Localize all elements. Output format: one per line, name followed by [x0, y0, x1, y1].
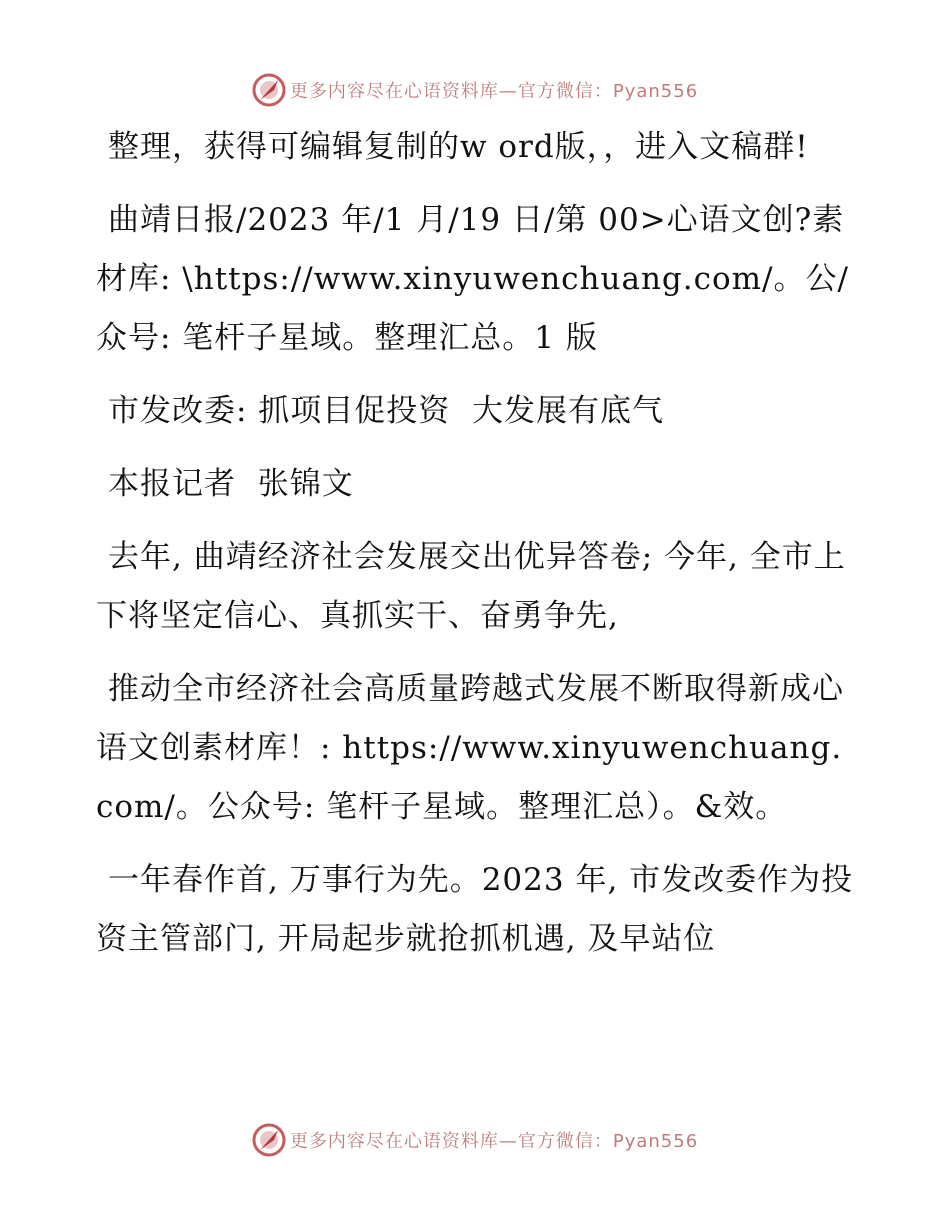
paragraph-5: 去年, 曲靖经济社会发展交出优异答卷; 今年, 全市上下将坚定信心、真抓实干、奋勇争先, [96, 539, 846, 634]
paragraph-2: 曲靖日报/2023 年/1 月/19 日/第 00>心语文创?素材库: \https://www.xinyuwenchuang.com/。公/众号: 笔杆子星域。整理汇总。1 版 [96, 202, 849, 356]
byline: 本报记者 张锦文 [108, 466, 354, 502]
article-headline: 市发改委: 抓项目促投资 大发展有底气 [108, 393, 665, 429]
quill-logo-icon [252, 1123, 286, 1157]
paragraph-1: 整理，获得可编辑复制的w ord版，，进入文稿群! [108, 129, 809, 165]
watermark-text: 更多内容尽在心语资料库—官方微信：Pyan556 [289, 1131, 699, 1152]
document-body [96, 118, 856, 983]
watermark-text: 更多内容尽在心语资料库—官方微信：Pyan556 [289, 81, 699, 102]
header-watermark [0, 70, 950, 110]
footer-watermark [0, 1120, 950, 1160]
paragraph-6: 推动全市经济社会高质量跨越式发展不断取得新成心语文创素材库！: https://www.xinyuwenchuang.com/。公众号: 笔杆子星域。整理汇总）。&效。 [96, 671, 844, 825]
paragraph-7: 一年春作首, 万事行为先。2023 年, 市发改委作为投资主管部门, 开局起步就抢抓机遇, 及早站位 [96, 862, 854, 957]
quill-logo-icon [252, 73, 286, 107]
